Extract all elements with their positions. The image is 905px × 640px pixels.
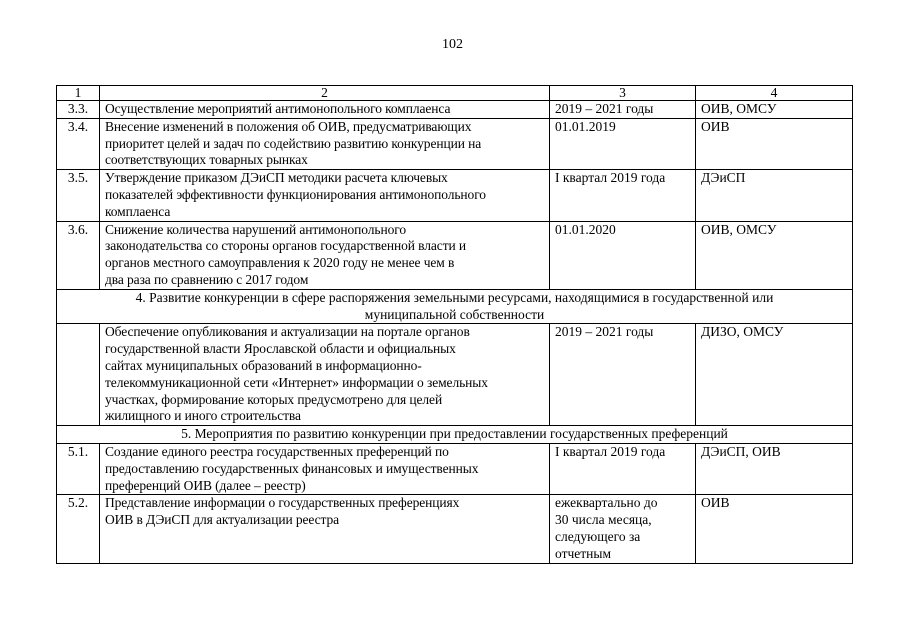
section-row [57, 289, 853, 324]
term-cell [550, 324, 696, 426]
term-line: следующего за [555, 528, 641, 544]
term-line: I квартал 2019 года [555, 443, 666, 459]
table-header-row [57, 86, 853, 101]
item-number: 5.2. [57, 495, 100, 563]
term-line: 01.01.2020 [555, 221, 616, 237]
item-number [57, 324, 100, 426]
table-row [57, 495, 853, 563]
table-row [57, 101, 853, 119]
measure-description [100, 324, 550, 426]
term-line: I квартал 2019 года [555, 170, 666, 186]
measure-description [100, 221, 550, 289]
term-cell [550, 221, 696, 289]
measure-description-line: комплаенса [105, 203, 171, 219]
term-cell [550, 170, 696, 221]
section-heading [57, 289, 853, 324]
measure-description-line: показателей эффективности функционирования антимонопольного [105, 186, 486, 202]
term-line: отчетным [555, 545, 611, 561]
measure-description-line: два раза по сравнению с 2017 годом [105, 271, 309, 287]
measure-description-line: Снижение количества нарушений антимонопольного [105, 221, 406, 237]
executor-cell: ОИВ, ОМСУ [696, 221, 853, 289]
section-heading-line: муниципальной собственности [364, 306, 545, 322]
table-row [57, 170, 853, 221]
table-body [57, 101, 853, 564]
table-row [57, 221, 853, 289]
section-row [57, 426, 853, 444]
term-cell [550, 443, 696, 494]
measure-description-line: телекоммуникационной сети «Интернет» информации о земельных [105, 374, 488, 390]
column-header-2: 2 [100, 86, 550, 101]
measure-description-line: предоставлению государственных финансовых и имущественных [105, 460, 479, 476]
item-number: 3.4. [57, 118, 100, 169]
executor-cell: ОИВ [696, 118, 853, 169]
term-line: ежеквартально до [555, 495, 658, 511]
executor-cell: ОИВ, ОМСУ [696, 101, 853, 119]
measure-description-line: Представление информации о государственных преференциях [105, 495, 460, 511]
section-heading-line: 4. Развитие конкуренции в сфере распоряжения земельными ресурсами, находящимися в государственной или [135, 289, 774, 305]
table-row [57, 118, 853, 169]
measure-description-line: участках, формирование которых предусмотрено для целей [105, 391, 443, 407]
measure-description-line: Осуществление мероприятий антимонопольного комплаенса [105, 101, 451, 116]
measure-description-line: сайтах муниципальных образований в информационно- [105, 357, 422, 373]
measure-description-line: законодательства со стороны органов государственной власти и [105, 238, 467, 254]
measure-description-line: приоритет целей и задач по содействию развитию конкуренции на [105, 135, 482, 151]
measure-description-line: Обеспечение опубликования и актуализации на портале органов [105, 324, 470, 340]
item-number: 3.3. [57, 101, 100, 119]
measure-description-line: Создание единого реестра государственных преференций по [105, 443, 449, 459]
table-row [57, 324, 853, 426]
term-cell [550, 101, 696, 119]
executor-cell: ОИВ [696, 495, 853, 563]
column-header-4: 4 [696, 86, 853, 101]
measure-description-line: ОИВ в ДЭиСП для актуализации реестра [105, 512, 340, 528]
measure-description [100, 101, 550, 119]
term-line: 2019 – 2021 годы [555, 324, 654, 340]
measure-description-line: Утверждение приказом ДЭиСП методики расчета ключевых [105, 170, 448, 186]
item-number: 5.1. [57, 443, 100, 494]
measure-description [100, 495, 550, 563]
section-heading [57, 426, 853, 444]
term-line: 30 числа месяца, [555, 512, 652, 528]
term-cell [550, 118, 696, 169]
section-heading-line: 5. Мероприятия по развитию конкуренции при предоставлении государственных преференций [181, 426, 728, 442]
term-cell [550, 495, 696, 563]
measure-description [100, 443, 550, 494]
column-header-1: 1 [57, 86, 100, 101]
table-row [57, 443, 853, 494]
executor-cell: ДЭиСП [696, 170, 853, 221]
executor-cell: ДИЗО, ОМСУ [696, 324, 853, 426]
measure-description-line: соответствующих товарных рынках [105, 152, 308, 168]
term-line: 2019 – 2021 годы [555, 101, 654, 116]
measure-description-line: Внесение изменений в положения об ОИВ, предусматривающих [105, 118, 472, 134]
executor-cell: ДЭиСП, ОИВ [696, 443, 853, 494]
measure-description-line: государственной власти Ярославской области и официальных [105, 341, 456, 357]
item-number: 3.6. [57, 221, 100, 289]
measures-table [56, 85, 853, 564]
measure-description-line: преференций ОИВ (далее – реестр) [105, 477, 306, 493]
measure-description-line: органов местного самоуправления к 2020 году не менее чем в [105, 255, 455, 271]
item-number: 3.5. [57, 170, 100, 221]
page-number: 102 [442, 37, 463, 52]
term-line: 01.01.2019 [555, 118, 616, 134]
measure-description [100, 170, 550, 221]
measure-description-line: жилищного и иного строительства [105, 408, 301, 424]
measure-description [100, 118, 550, 169]
column-header-3: 3 [550, 86, 696, 101]
